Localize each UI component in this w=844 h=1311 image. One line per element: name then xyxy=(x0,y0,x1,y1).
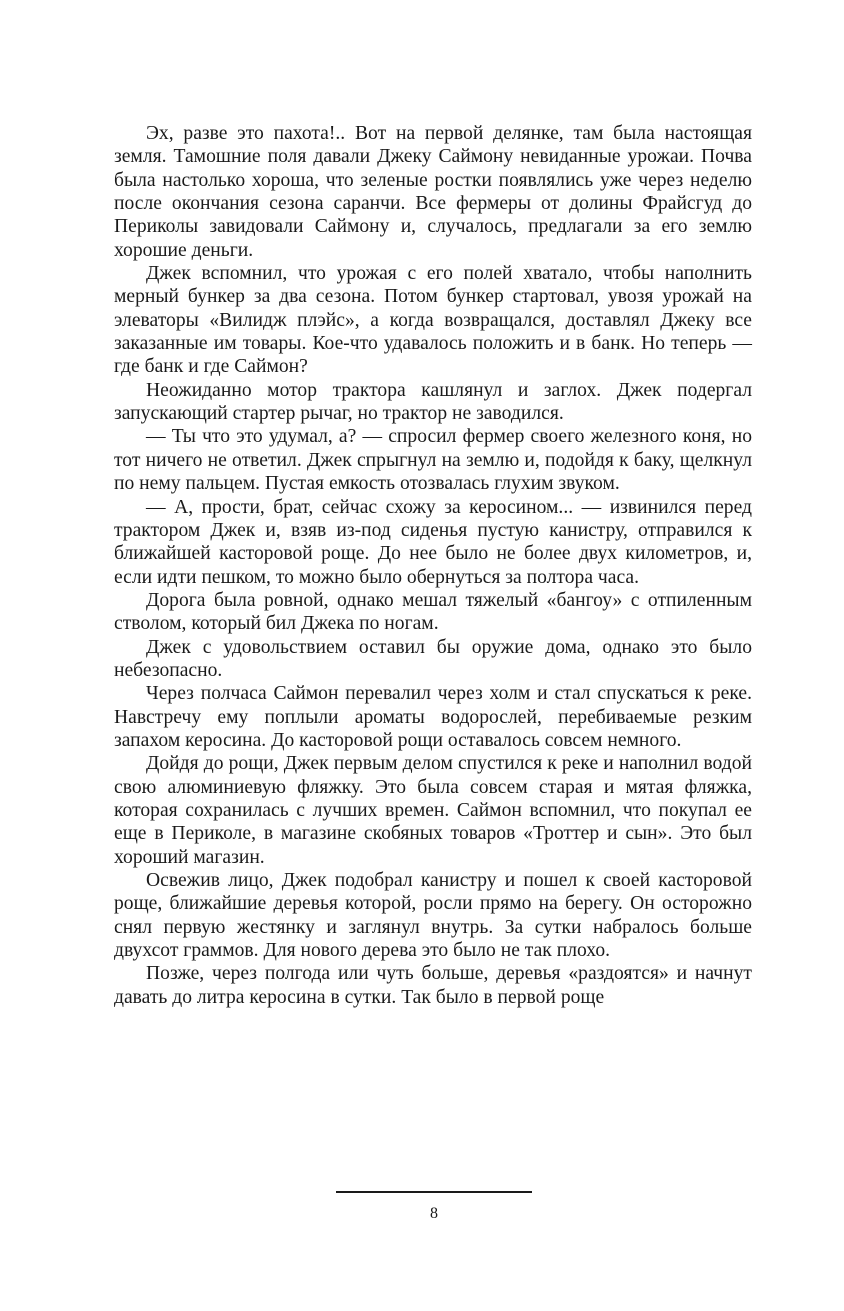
paragraph: Дорога была ровной, однако мешал тяжелый «бангоу» с отпиленным стволом, который бил Джека по ногам. xyxy=(114,589,752,635)
paragraph: Неожиданно мотор трактора кашлянул и заглох. Джек подергал запускающий стартер рычаг, но трактор не заводился. xyxy=(114,379,752,425)
paragraph: Джек с удовольствием оставил бы оружие дома, однако это было небезопасно. xyxy=(114,636,752,681)
paragraph: Дойдя до рощи, Джек первым делом спустился к реке и наполнил водой свою алюминиевую фляжку. Это была совсем старая и мятая фляжка, которая сохранилась с лучших времен. Саймон вспомнил, что покупал ее еще в Периколе, в магазине скобяных товаров «Троттер и сын». Это был хороший магазин. xyxy=(114,753,752,868)
body-text xyxy=(114,122,752,1009)
paragraph: Через полчаса Саймон перевалил через холм и стал спускаться к реке. Навстречу ему поплыли ароматы водорослей, перебиваемые резким запахом керосина. До касторовой рощи оставалось совсем немного. xyxy=(114,683,752,751)
paragraph: — А, прости, брат, сейчас схожу за керосином... — извинился перед трактором Джек и, взяв из-под сиденья пустую канистру, отправился к ближайшей касторовой роще. До нее было не более двух километров, и, если идти пешком, то можно было обернуться за полтора часа. xyxy=(114,496,752,588)
paragraph: Позже, через полгода или чуть больше, деревья «раздоятся» и начнут давать до литра керосина в сутки. Так было в первой роще xyxy=(114,963,752,1008)
footer-divider xyxy=(336,1191,532,1193)
paragraph: — Ты что это удумал, а? — спросил фермер своего железного коня, но тот ничего не ответил. Джек спрыгнул на землю и, подойдя к баку, щелкнул по нему пальцем. Пустая емкость отозвалась глухим звуком. xyxy=(114,426,752,495)
page-number: 8 xyxy=(430,1205,438,1222)
paragraph: Эх, разве это пахота!.. Вот на первой делянке, там была настоящая земля. Тамошние поля давали Джеку Саймону невиданные урожаи. Почва была настолько хороша, что зеленые ростки появлялись уже через неделю после окончания сезона саранчи. Все фермеры от долины Фрайсгуд до Периколы завидовали Саймону и, случалось, предлагали за его землю хорошие деньги. xyxy=(114,123,752,261)
paragraph: Джек вспомнил, что урожая с его полей хватало, чтобы наполнить мерный бункер за два сезона. Потом бункер стартовал, увозя урожай на элеваторы «Вилидж плэйс», а когда возвращался, доставлял Джеку все заказанные им товары. Кое-что удавалось положить и в банк. Но теперь — где банк и где Саймон? xyxy=(114,263,752,378)
paragraph: Освежив лицо, Джек подобрал канистру и пошел к своей касторовой роще, ближайшие деревья которой, росли прямо на берегу. Он осторожно снял первую жестянку и заглянул внутрь. За сутки набралось больше двухсот граммов. Для нового дерева это было не так плохо. xyxy=(114,870,752,962)
